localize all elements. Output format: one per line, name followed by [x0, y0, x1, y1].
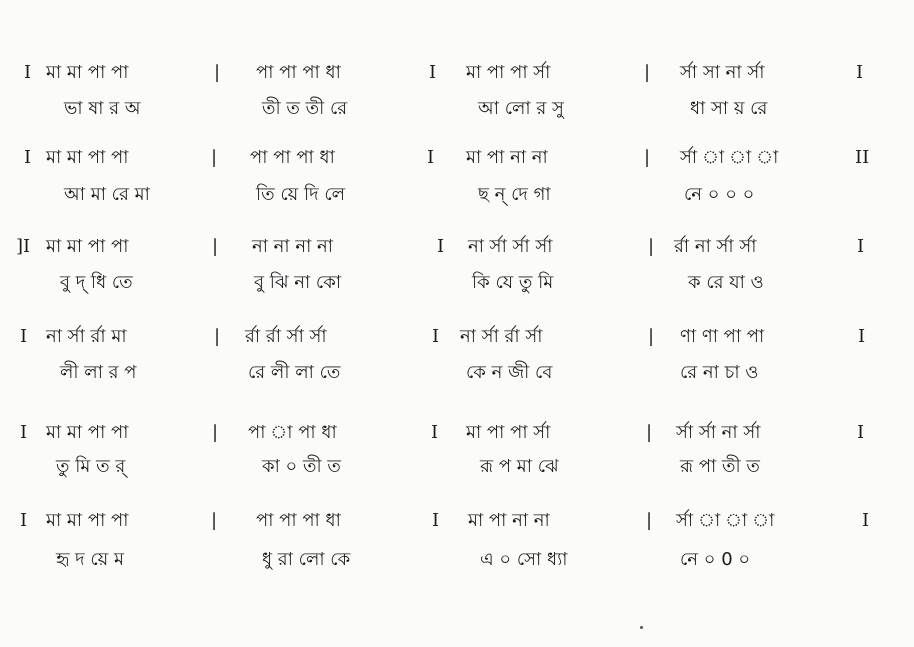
- notes-measure: মা পা না না: [468, 510, 550, 531]
- bar-line: I: [20, 510, 28, 531]
- lyrics-row: [0, 545, 914, 575]
- notes-measure: র্সা র্সা না র্সা: [676, 422, 761, 443]
- bar-line: I: [431, 422, 439, 443]
- notes-measure: মা পা না না: [466, 147, 548, 168]
- lyrics-measure: নে ০ 0 ০: [680, 549, 751, 570]
- notes-measure: র্সা সা না র্সা: [680, 62, 765, 83]
- lyrics-measure: ধা সা য় রে: [690, 98, 768, 119]
- bar-line: I: [437, 236, 445, 257]
- bar-line: |: [644, 62, 651, 83]
- notes-measure: না না না না: [252, 236, 334, 257]
- bar-line: I: [856, 62, 864, 83]
- notes-measure: র্সা া া া: [676, 510, 775, 531]
- lyrics-measure: রে না চা ও: [680, 362, 759, 383]
- notes-measure: ণা ণা পা পা: [680, 326, 765, 347]
- lyrics-measure: তী ত তী রে: [262, 98, 348, 119]
- lyrics-measure: হৃ দ য়ে ম: [56, 549, 124, 570]
- notes-measure: না র্সা র্রা র্সা: [460, 326, 543, 347]
- paper-speck: [640, 626, 643, 629]
- notation-row: [0, 143, 914, 173]
- lyrics-measure: রে লী লা তে: [248, 362, 341, 383]
- notes-measure: না র্সা র্সা র্সা: [468, 236, 553, 257]
- bar-line: |: [214, 326, 221, 347]
- lyrics-row: [0, 94, 914, 124]
- bar-line: |: [646, 510, 653, 531]
- lyrics-measure: রূ পা তী ত: [680, 456, 760, 477]
- lyrics-measure: বু ঝি না কো: [254, 272, 342, 293]
- lyrics-measure: বু দ্ ধি তে: [60, 272, 133, 293]
- notes-measure: মা মা পা পা: [46, 236, 129, 257]
- bar-line: ]I: [16, 236, 31, 257]
- lyrics-measure: আ মা রে মা: [64, 184, 150, 205]
- bar-line: II: [855, 147, 870, 168]
- notes-measure: না র্সা র্রা মা: [46, 326, 127, 347]
- lyrics-measure: তি য়ে দি লে: [256, 184, 346, 205]
- notes-measure: পা পা পা ধা: [250, 147, 335, 168]
- bar-line: I: [24, 62, 32, 83]
- bar-line: I: [24, 147, 32, 168]
- lyrics-measure: রূ প মা ঝে: [480, 456, 559, 477]
- bar-line: |: [648, 326, 655, 347]
- bar-line: I: [432, 510, 440, 531]
- bar-line: I: [858, 326, 866, 347]
- bar-line: |: [212, 422, 219, 443]
- notation-row: [0, 58, 914, 88]
- bar-line: I: [432, 326, 440, 347]
- lyrics-measure: তু মি ত র্: [56, 456, 126, 477]
- notes-measure: মা মা পা পা: [46, 62, 129, 83]
- bar-line: I: [857, 236, 865, 257]
- lyrics-measure: কে ন জী বে: [466, 362, 553, 383]
- notes-measure: মা পা পা র্সা: [466, 422, 551, 443]
- bar-line: I: [427, 147, 435, 168]
- lyrics-row: [0, 452, 914, 482]
- bar-line: |: [644, 147, 651, 168]
- lyrics-measure: এ ০ সো ধ্যা: [480, 549, 568, 570]
- notation-row: [0, 506, 914, 536]
- lyrics-measure: কা ০ তী ত: [262, 456, 341, 477]
- lyrics-row: [0, 180, 914, 210]
- lyrics-measure: আ লো র সু: [478, 98, 564, 119]
- lyrics-row: [0, 268, 914, 298]
- notes-measure: মা মা পা পা: [46, 147, 129, 168]
- bar-line: |: [211, 510, 218, 531]
- lyrics-measure: কি যে তু মি: [472, 272, 554, 293]
- bar-line: |: [211, 147, 218, 168]
- lyrics-measure: ভা ষা র অ: [64, 98, 141, 119]
- lyrics-measure: লী লা র প: [60, 362, 137, 383]
- lyrics-measure: ছ ন্ দে গা: [478, 184, 551, 205]
- bar-line: I: [857, 422, 865, 443]
- bar-line: |: [214, 62, 221, 83]
- notes-measure: পা া পা ধা: [248, 422, 337, 443]
- notes-measure: পা পা পা ধা: [256, 62, 341, 83]
- bar-line: I: [20, 326, 28, 347]
- lyrics-measure: ক রে যা ও: [688, 272, 764, 293]
- notation-row: [0, 232, 914, 262]
- lyrics-row: [0, 358, 914, 388]
- bar-line: I: [20, 422, 28, 443]
- bar-line: |: [212, 236, 219, 257]
- lyrics-measure: ধু রা লো কে: [262, 549, 351, 570]
- bar-line: |: [646, 422, 653, 443]
- notes-measure: মা পা পা র্সা: [466, 62, 551, 83]
- notation-row: [0, 418, 914, 448]
- notation-row: [0, 322, 914, 352]
- bar-line: |: [648, 236, 655, 257]
- notes-measure: মা মা পা পা: [46, 510, 129, 531]
- notes-measure: র্সা া া া: [680, 147, 779, 168]
- bar-line: I: [862, 510, 870, 531]
- notes-measure: র্রা না র্সা র্সা: [674, 236, 757, 257]
- bar-line: I: [429, 62, 437, 83]
- notes-measure: মা মা পা পা: [46, 422, 129, 443]
- notes-measure: র্রা র্রা র্সা র্সা: [245, 326, 327, 347]
- lyrics-measure: নে ০ ০ ০: [684, 184, 755, 205]
- notes-measure: পা পা পা ধা: [256, 510, 341, 531]
